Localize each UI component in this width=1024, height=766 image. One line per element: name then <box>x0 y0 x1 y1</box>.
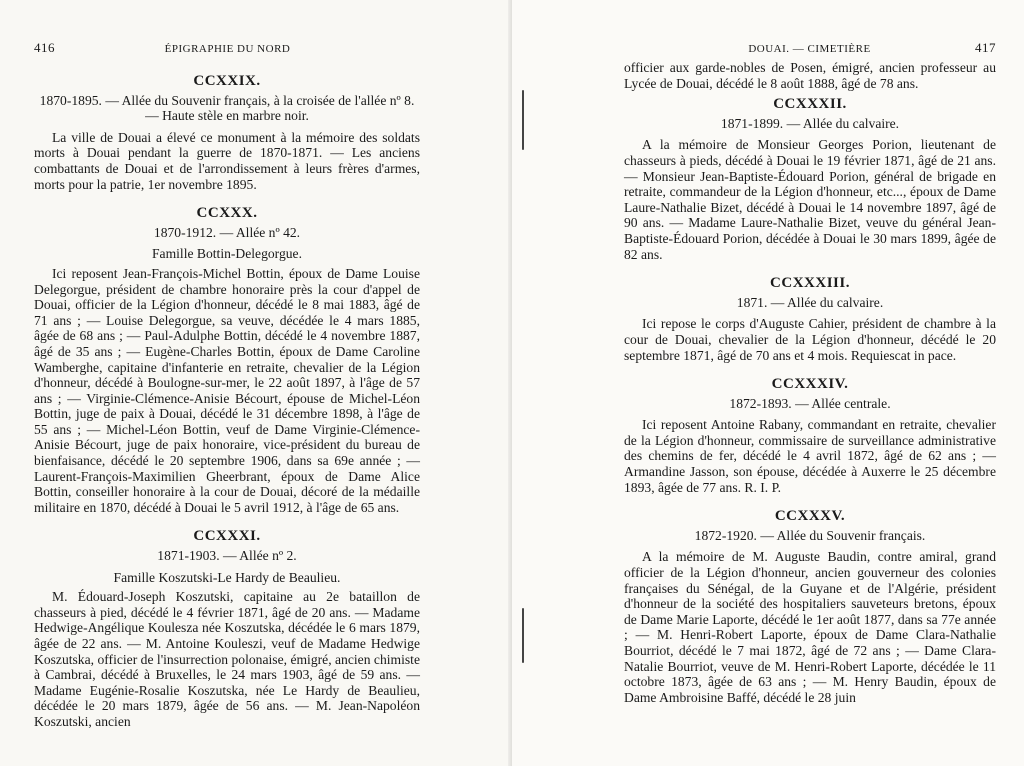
entry-number: CCXXIX. <box>193 73 261 89</box>
entry-heading: 1870-1912. — Allée nº 42. <box>153 224 301 240</box>
entry-text: Ici reposent Antoine Rabany, commandant en retraite, chevalier de la Légion d'honneur, commissaire de surveillance administrative des chemins de fer, décédé le 4 avril 1872, âgé de 62 ans ; — Armandine Jasson, son épouse, décédée à Auxerre le 25 décembre 1893, âgée de 77 ans. R. I. P. <box>624 417 996 495</box>
entry-ccxxx <box>34 206 420 515</box>
entry-ccxxix <box>34 74 420 192</box>
entry-text: Ici reposent Jean-François-Michel Bottin, époux de Dame Louise Delegorgue, président de chambre honoraire près la cour d'appel de Douai, officier de la Légion d'honneur, décédé le 8 mai 1883, âgé de 71 ans ; — Louise Delegorgue, sa veuve, décédée le 4 mars 1885, âgée de 68 ans ; — Paul-Adulphe Bottin, décédé le 4 novembre 1887, âgé de 35 ans ; — Eugène-Charles Bottin, époux de Dame Caroline Wamberghe, capitaine d'infanterie en retraite, chevalier de la Légion d'honneur, décédé à Boulogne-sur-mer, le 22 août 1897, à l'âge de 57 ans ; — Virginie-Clémence-Anisie Bécourt, épouse de Michel-Léon Bottin, juge de paix à Douai, décédé le 31 décembre 1898, à l'âge de 55 ans ; — Michel-Léon Bottin, veuf de Dame Virginie-Clémence-Anisie Bécourt, juge de paix honoraire, vice-président du bureau de bienfaisance, décédé le 20 septembre 1906, dans sa 69e année ; — Laurent-François-Maximilien Gheerbrant, époux de Dame Alice Bottin, conseiller honoraire à la cour de Douai, décoré de la médaille militaire en 1870, décédé à Douai le 5 avril 1912, à l'âge de 65 ans. <box>34 265 420 515</box>
entry-heading: 1871-1903. — Allée nº 2. <box>157 548 297 564</box>
right-page <box>512 0 1024 766</box>
entry-heading: 1871-1899. — Allée du calvaire. <box>720 115 900 131</box>
page-number-left: 416 <box>34 40 55 55</box>
continuation-text: officier aux garde-nobles de Posen, émigré, ancien professeur au Lycée de Douai, décédé le 8 août 1888, âgé de 78 ans. <box>624 60 996 91</box>
entry-number: CCXXXI. <box>193 528 261 545</box>
entry-ccxxxv <box>624 509 996 705</box>
entry-ccxxxi <box>34 529 420 729</box>
entry-text: A la mémoire de Monsieur Georges Porion, lieutenant de chasseurs à pieds, décédé à Douai le 19 février 1871, âgé de 21 ans. — Monsieur Jean-Baptiste-Édouard Porion, général de brigade en retraite, commandeur de la Légion d'honneur, etc..., époux de Dame Laure-Nathalie Bizet, décédé à Douai le 14 novembre 1897, âgé de 90 ans. — Madame Laure-Nathalie Bizet, veuve du général Jean-Baptiste-Édouard Porion, décédée à Douai le 30 mars 1899, âgée de 82 ans. <box>624 137 996 262</box>
entry-heading: 1872-1893. — Allée centrale. <box>729 395 891 411</box>
family-name: Famille Bottin-Delegorgue. <box>151 246 302 262</box>
entry-text: Ici repose le corps d'Auguste Cahier, président de chambre à la cour de Douai, chevalier de la Légion d'honneur, décédé le 20 septembre 1871, âgé de 70 ans et 4 mois. Requiescat in pace. <box>624 316 996 363</box>
family-name: Famille Koszutski-Le Hardy de Beaulieu. <box>113 569 341 585</box>
entry-ccxxxiii <box>624 276 996 363</box>
entry-number: CCXXXV. <box>774 508 846 525</box>
running-title-right: DOUAI. — CIMETIÈRE <box>748 43 871 55</box>
entry-number: CCXXXII. <box>773 96 847 113</box>
entry-ccxxxii <box>624 97 996 262</box>
running-title-left: ÉPIGRAPHIE DU NORD <box>164 43 291 55</box>
binding-mark-bottom <box>522 608 524 663</box>
entry-text: A la mémoire de M. Auguste Baudin, contre amiral, grand officier de la Légion d'honneur, ancien gouverneur des colonies françaises du Sénégal, de la Guyane et de l'Algérie, président d'honneur de la société des hospitaliers sauveteurs bretons, époux de Dame Marie Laporte, décédé le 1er août 1877, dans sa 77e année ; — M. Henri-Robert Laporte, époux de Dame Clara-Nathalie Bourriot, décédé le 7 mai 1872, âgé de 72 ans ; — Dame Clara-Natalie Bourriot, veuve de M. Henri-Robert Laporte, décédée le 11 octobre 1873, âgée de 63 ans ; — M. Henry Baudin, époux de Dame Ambroisine Baffé, décédé le 28 juin <box>624 549 996 705</box>
entry-number: CCXXX. <box>196 205 258 222</box>
running-head-right <box>624 40 996 58</box>
entry-text: La ville de Douai a élevé ce monument à la mémoire des soldats morts à Douai pendant la guerre de 1870-1871. — Les anciens combattants de Douai et de l'arrondissement à leurs frères d'armes, morts pour la patrie, 1er novembre 1895. <box>34 129 420 192</box>
entry-ccxxxiv <box>624 377 996 495</box>
page-number-right: 417 <box>974 40 996 55</box>
entry-heading: 1870-1895. — Allée du Souvenir français, à la croisée de l'allée nº 8. — Haute stèle en marbre noir. <box>39 92 415 124</box>
entry-text: M. Édouard-Joseph Koszutski, capitaine au 2e bataillon de chasseurs à pied, décédé le 4 février 1871, âgé de 20 ans. — Madame Hedwige-Angélique Koulesza née Koszutska, décédée le 6 mars 1879, âgée de 22 ans. — M. Antoine Kouleszi, veuf de Madame Hedwige Koszutska, officier de l'insurrection polonaise, émigré, ancien chimiste à Cambrai, décédé à Bruxelles, le 24 mars 1903, âgé de 59 ans. — Madame Eugénie-Rosalie Koszutska, née Le Hardy de Beaulieu, décédée le 20 mars 1879, âgée de 56 ans. — M. Jean-Napoléon Koszutski, ancien <box>34 589 420 729</box>
entry-heading: 1871. — Allée du calvaire. <box>736 294 884 310</box>
entry-number: CCXXXIV. <box>771 376 849 393</box>
running-head-left <box>34 40 420 58</box>
binding-mark-top <box>522 90 524 150</box>
entry-number: CCXXXIII. <box>770 275 850 292</box>
entry-heading: 1872-1920. — Allée du Souvenir français. <box>694 527 926 543</box>
